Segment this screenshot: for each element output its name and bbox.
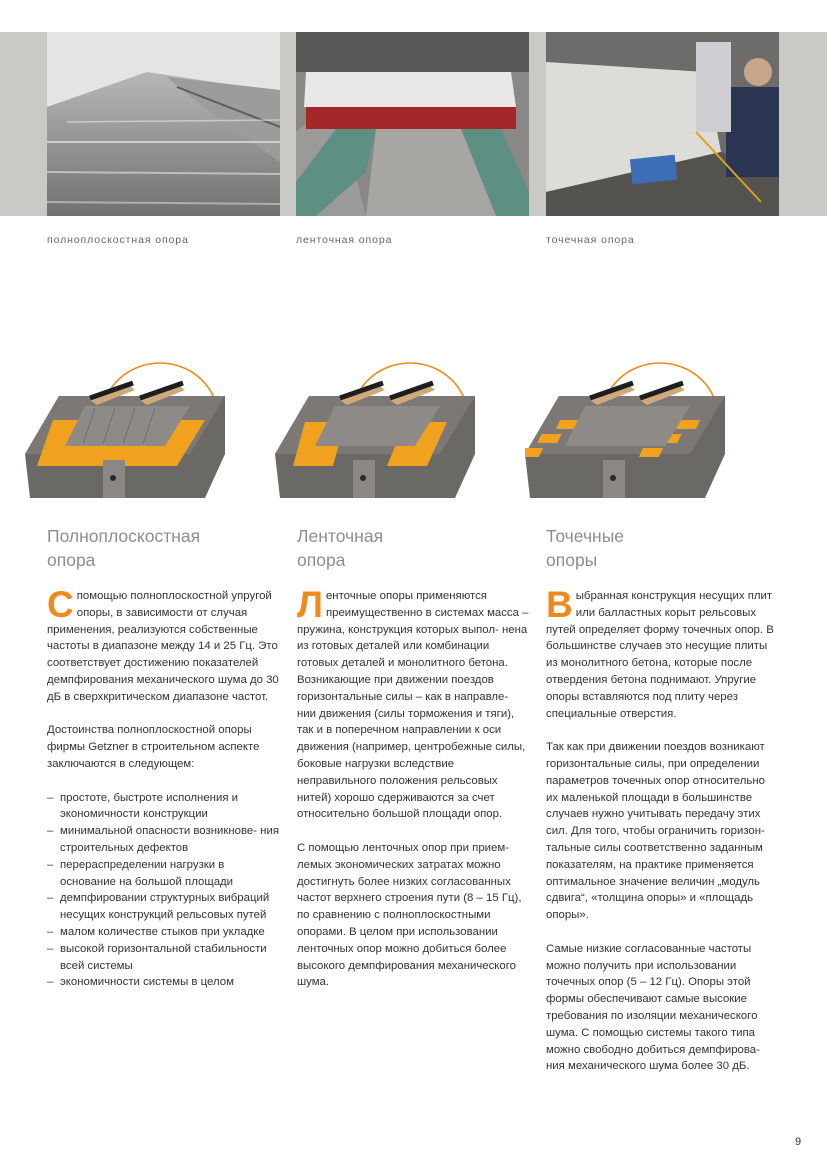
diagram-point <box>525 358 735 508</box>
title-line: опора <box>47 550 96 570</box>
list-item: – демпфировании структурных вибраций несущих конструкций рельсовых путей <box>47 890 279 924</box>
list-item: – минимальной опасности возникнове- ния строительных дефектов <box>47 823 279 857</box>
text-full-surface <box>47 584 279 991</box>
page-number: 9 <box>795 1136 802 1148</box>
paragraph <box>546 584 778 722</box>
title-point <box>546 524 624 572</box>
title-line: опора <box>297 550 346 570</box>
photo-point <box>546 32 779 216</box>
diagram-full-surface <box>25 358 235 508</box>
list-item: – малом количестве стыков при укладке <box>47 924 279 941</box>
paragraph: Достоинства полноплоскостной опоры фирмы Getzner в строительном аспекте заключаются в следующем: <box>47 724 260 770</box>
paragraph <box>47 584 279 706</box>
photo-caption-full-surface: полноплоскостная опора <box>47 234 189 246</box>
list-item: – простоте, быстроте исполнения и экономичности конструкции <box>47 790 279 824</box>
text-point <box>546 584 778 1092</box>
photo-caption-strip: ленточная опора <box>296 234 393 246</box>
photo-full-surface <box>47 32 280 216</box>
paragraph-text: помощью полноплоскостной упругой опоры, в зависимости от случая применения, реализуются собственные частоты в диапазоне между 14 и 25 Гц. Это соответствует достижению показателей демпфирования механического шума до 30 дБ в сверхкритическом диапазоне частот. <box>47 590 279 703</box>
list-item: – высокой горизонтальной стабильности всей системы <box>47 941 279 975</box>
title-line: опоры <box>546 550 598 570</box>
title-strip <box>297 524 383 572</box>
photo-caption-point: точечная опора <box>546 234 635 246</box>
title-line: Полноплоскостная <box>47 526 201 546</box>
list-item: – перераспределении нагрузки в основание на большой площади <box>47 857 279 891</box>
paragraph: С помощью ленточных опор при прием- лемых экономических затратах можно достигнуть более низких согласованных частот верхнего строения пути (8 – 15 Гц), по сравнению с полноплоскостными опорами. В целом при использовании ленточных опор можно добиться более высокого демпфирования механического шума. <box>297 841 522 989</box>
dropcap: Л <box>297 584 323 625</box>
text-strip <box>297 584 529 1008</box>
dropcap: С <box>47 584 74 625</box>
diagram-strip <box>275 358 485 508</box>
title-full-surface <box>47 524 200 572</box>
photo-strip <box>296 32 529 216</box>
paragraph-text: енточные опоры применяются преимущественно в системах масса – пружина, конструкция которых выпол- нена из готовых деталей или комбинации готовых деталей и монолитного бетона. Возникающие при движении поездов горизонтальные силы – как в направле- нии движения (силы торможения и тяги), так и в поперечном направлении к оси движения (например, центробежные силы, боковые нагрузки вследствие неправильного положения рельсовых нитей) хорошо сдерживаются за счет относительно большой площади опор. <box>297 590 529 821</box>
paragraph: Самые низкие согласованные частоты можно получить при использовании точечных опор (5 – 12 Гц). Опоры этой формы обеспечивают самые высокие требования по изоляции механического шума. С помощью системы такого типа можно свободно добиться демпфирова- ния механического шума более 30 дБ. <box>546 942 760 1073</box>
title-line: Ленточная <box>297 526 384 546</box>
paragraph: Так как при движении поездов возникают горизонтальные силы, при определении параметров точечных опор относительно их маленькой площади в большинстве случаев нужно учитывать передачу этих сил. Для того, чтобы ограничить горизон- тальные силы соответственно заданным показателям, на практике применяется оптимальное значение величин „модуль сдвига“, «толщина опоры» и «площадь опоры». <box>546 741 765 922</box>
list-item: – экономичности системы в целом <box>47 974 279 991</box>
paragraph-text: ыбранная конструкция несущих плит или балластных корыт рельсовых путей определяет форму точечных опор. В большинстве случаев это несущие плиты из монолитного бетона, которые после отвердения бетона поднимают. Упругие опоры вставляются под плиту через специальные отверстия. <box>546 590 774 720</box>
paragraph <box>297 584 529 823</box>
title-line: Точечные <box>546 526 625 546</box>
dropcap: В <box>546 584 573 625</box>
advantages-list <box>47 790 279 992</box>
